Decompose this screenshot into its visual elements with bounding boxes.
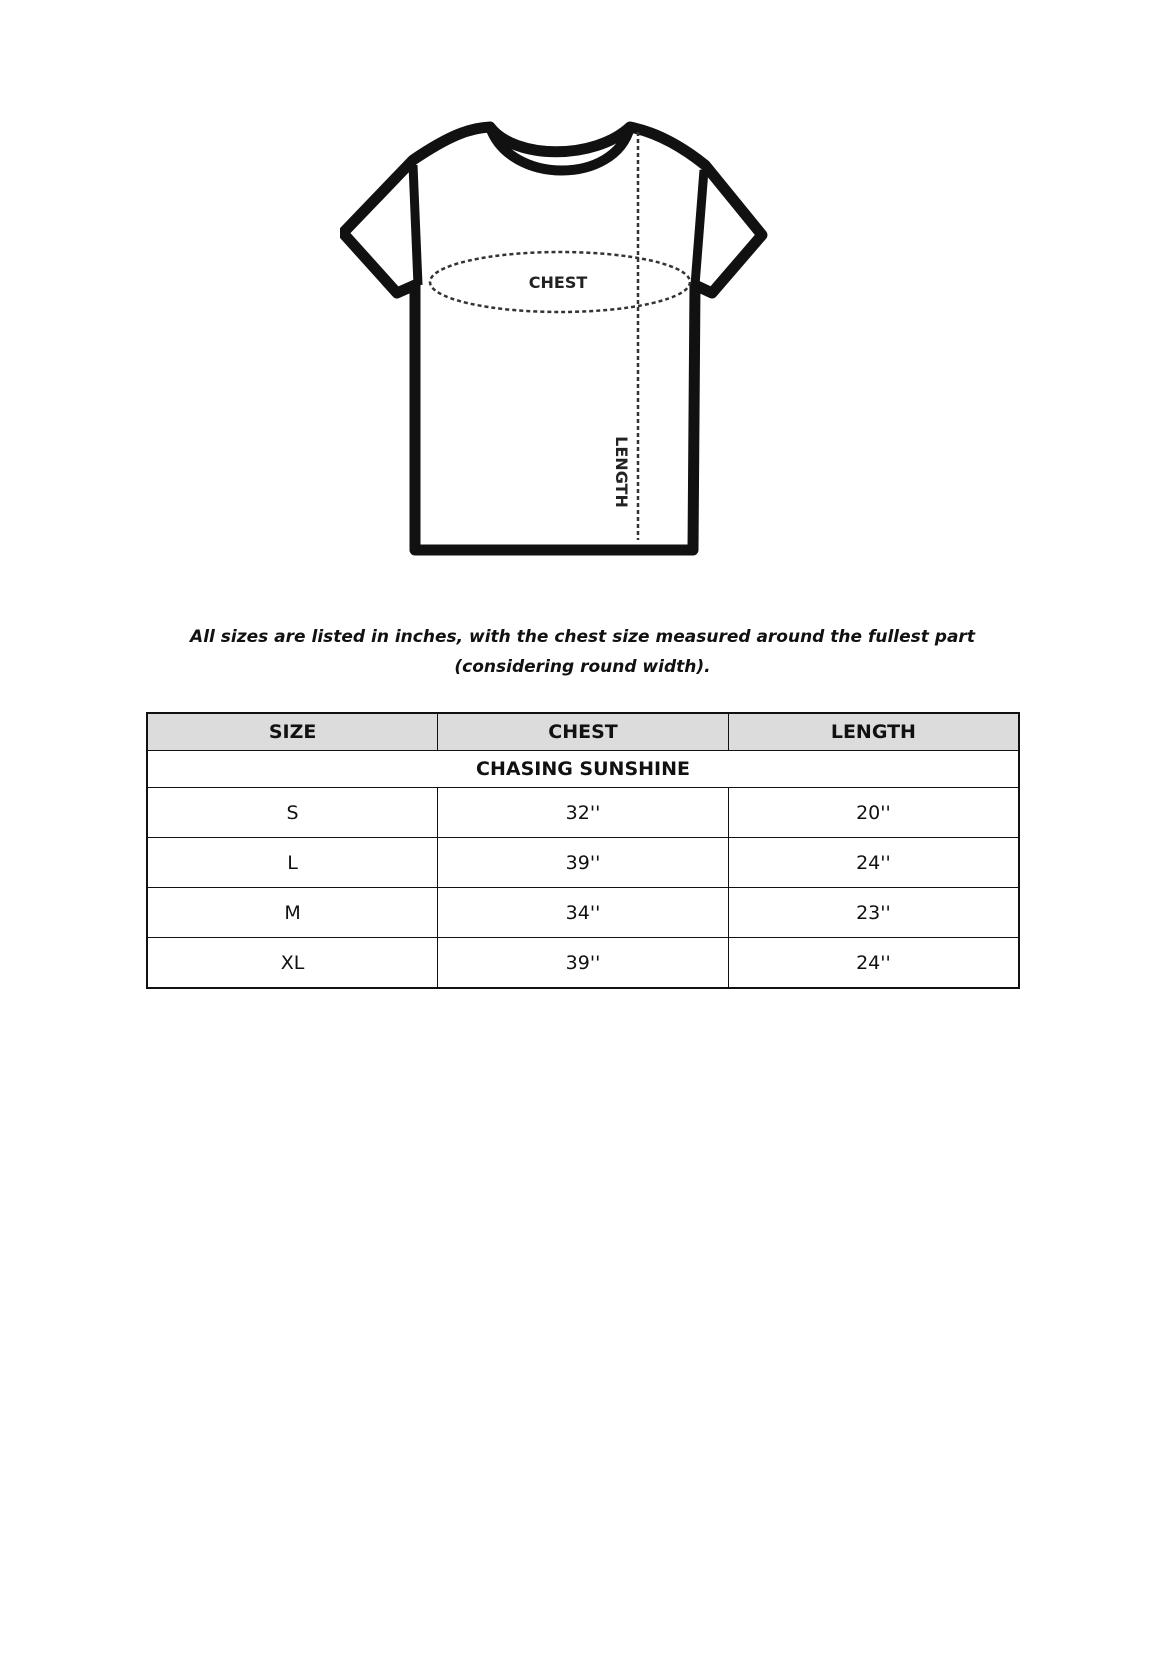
length-cell: 24'': [728, 838, 1019, 888]
group-title: CHASING SUNSHINE: [147, 751, 1019, 788]
size-cell: S: [147, 788, 438, 838]
size-chart-table: [146, 712, 1020, 989]
table-row: [147, 888, 1019, 938]
note-line-1: All sizes are listed in inches, with the chest size measured around the fullest part: [190, 627, 975, 647]
chest-label: CHEST: [528, 273, 588, 292]
note-line-2: (considering round width).: [454, 657, 711, 677]
size-cell: M: [147, 888, 438, 938]
length-cell: 24'': [728, 938, 1019, 989]
table-header-row: [147, 713, 1019, 751]
measurement-note: [140, 622, 1025, 682]
length-cell: 23'': [728, 888, 1019, 938]
table-row: [147, 838, 1019, 888]
header-chest: CHEST: [438, 713, 729, 751]
tshirt-diagram: [340, 110, 780, 560]
size-cell: XL: [147, 938, 438, 989]
chest-cell: 39'': [438, 838, 729, 888]
group-row: [147, 751, 1019, 788]
header-length: LENGTH: [728, 713, 1019, 751]
table-row: [147, 938, 1019, 989]
chest-cell: 32'': [438, 788, 729, 838]
chest-cell: 34'': [438, 888, 729, 938]
length-cell: 20'': [728, 788, 1019, 838]
header-size: SIZE: [147, 713, 438, 751]
tshirt-icon: [340, 110, 780, 560]
table-row: [147, 788, 1019, 838]
length-label: LENGTH: [612, 436, 631, 508]
chest-cell: 39'': [438, 938, 729, 989]
size-cell: L: [147, 838, 438, 888]
